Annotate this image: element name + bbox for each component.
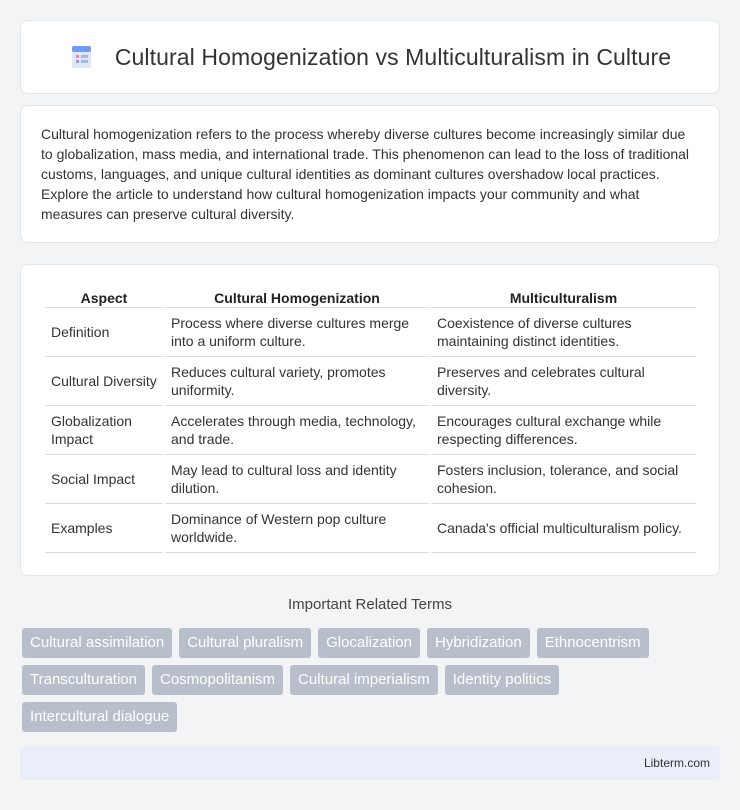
related-term-tag[interactable]: Glocalization [318, 628, 420, 658]
header-cultural-homogenization: Cultural Homogenization [165, 285, 429, 308]
row-homogenization: Process where diverse cultures merge into a uniform culture. [165, 308, 429, 357]
header-multiculturalism: Multiculturalism [431, 285, 696, 308]
related-term-tag[interactable]: Cultural imperialism [290, 665, 438, 695]
table-row [45, 504, 696, 553]
table-row [45, 357, 696, 406]
footer [20, 746, 720, 780]
related-term-tag[interactable]: Cultural pluralism [179, 628, 311, 658]
document-icon [69, 44, 95, 70]
intro-text: Cultural homogenization refers to the process whereby diverse cultures become increasingly similar due to globalization, mass media, and international trade. This phenomenon can lead to the loss of traditional customs, languages, and unique cultural identities as dominant cultures overshadow local practices. Explore the article to understand how cultural homogenization impacts your community and what measures can preserve cultural diversity. [41, 126, 690, 222]
row-aspect: Globalization Impact [45, 406, 163, 455]
related-terms-title: Important Related Terms [288, 596, 452, 613]
table-row [45, 406, 696, 455]
row-aspect: Cultural Diversity [45, 357, 163, 406]
page-title: Cultural Homogenization vs Multiculturalism in Culture [114, 43, 672, 70]
comparison-table [43, 285, 698, 553]
row-multiculturalism: Encourages cultural exchange while respecting differences. [431, 406, 696, 455]
related-term-tag[interactable]: Intercultural dialogue [22, 702, 177, 732]
related-term-tag[interactable]: Identity politics [445, 665, 559, 695]
related-term-tag[interactable]: Hybridization [427, 628, 530, 658]
related-term-tag[interactable]: Ethnocentrism [537, 628, 649, 658]
header-aspect: Aspect [45, 285, 163, 308]
comparison-card [20, 264, 720, 576]
row-multiculturalism: Coexistence of diverse cultures maintaining distinct identities. [431, 308, 696, 357]
related-term-tag[interactable]: Transculturation [22, 665, 145, 695]
row-homogenization: Reduces cultural variety, promotes uniformity. [165, 357, 429, 406]
row-aspect: Examples [45, 504, 163, 553]
table-row [45, 455, 696, 504]
footer-site-link[interactable]: Libterm.com [643, 756, 710, 770]
row-homogenization: Dominance of Western pop culture worldwide. [165, 504, 429, 553]
row-aspect: Social Impact [45, 455, 163, 504]
intro-card [20, 105, 720, 243]
row-homogenization: May lead to cultural loss and identity dilution. [165, 455, 429, 504]
title-card [20, 20, 720, 94]
row-multiculturalism: Preserves and celebrates cultural diversity. [431, 357, 696, 406]
table-header-row [45, 285, 696, 308]
row-multiculturalism: Canada's official multiculturalism policy. [431, 504, 696, 553]
row-multiculturalism: Fosters inclusion, tolerance, and social cohesion. [431, 455, 696, 504]
related-terms-list [22, 628, 722, 739]
related-term-tag[interactable]: Cosmopolitanism [152, 665, 283, 695]
related-term-tag[interactable]: Cultural assimilation [22, 628, 172, 658]
row-aspect: Definition [45, 308, 163, 357]
table-row [45, 308, 696, 357]
row-homogenization: Accelerates through media, technology, and trade. [165, 406, 429, 455]
